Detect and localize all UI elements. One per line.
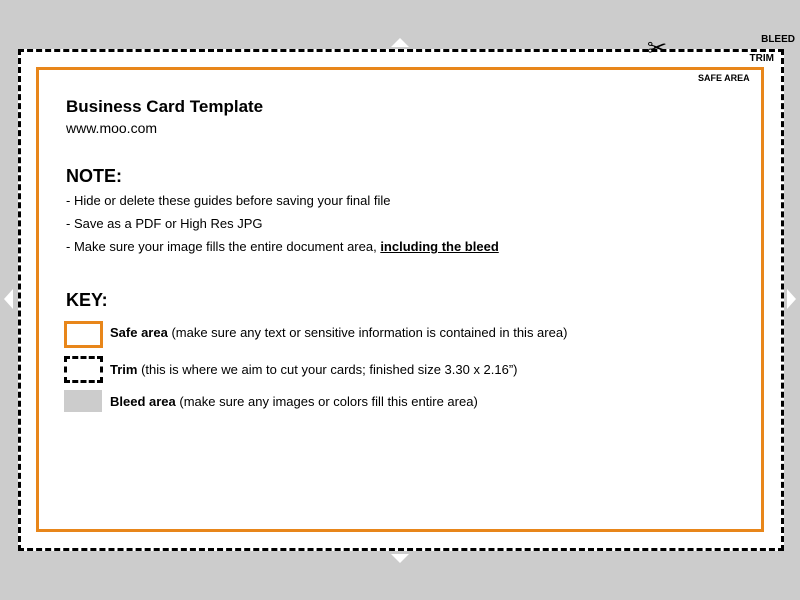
- scissors-icon: ✂: [647, 35, 668, 62]
- key-item-trim: [110, 362, 518, 377]
- note-line-text: - Make sure your image fills the entire document area,: [66, 239, 381, 254]
- safe-area-swatch: [64, 321, 103, 348]
- bleed-label: BLEED: [761, 34, 795, 45]
- arrow-up-icon: [391, 38, 409, 47]
- note-line: - Hide or delete these guides before saving your final file: [66, 193, 391, 208]
- trim-label: TRIM: [749, 53, 774, 64]
- website-url: www.moo.com: [66, 120, 158, 136]
- key-item-bleed: [110, 394, 478, 409]
- key-heading: KEY:: [66, 290, 108, 310]
- key-desc: (make sure any text or sensitive information is contained in this area): [167, 325, 568, 340]
- page-title: Business Card Template: [66, 97, 264, 116]
- arrow-right-icon: [787, 289, 796, 309]
- key-term: Bleed area: [110, 394, 176, 409]
- note-heading: NOTE:: [66, 166, 122, 186]
- key-term: Trim: [110, 362, 138, 377]
- key-desc: (make sure any images or colors fill this entire area): [175, 394, 478, 409]
- safe-area: [36, 67, 764, 532]
- trim-swatch: [64, 356, 103, 383]
- arrow-left-icon: [4, 289, 13, 309]
- arrow-down-icon: [391, 554, 409, 563]
- safe-area-label: SAFE AREA: [698, 73, 750, 83]
- key-term: Safe area: [110, 325, 168, 340]
- note-line: - Save as a PDF or High Res JPG: [66, 216, 263, 231]
- key-item-safe: [110, 325, 567, 340]
- key-desc: (this is where we aim to cut your cards; finished size 3.30 x 2.16”): [137, 362, 518, 377]
- note-line: [66, 239, 499, 254]
- bleed-swatch: [64, 390, 102, 412]
- note-emphasis: including the bleed: [380, 239, 499, 254]
